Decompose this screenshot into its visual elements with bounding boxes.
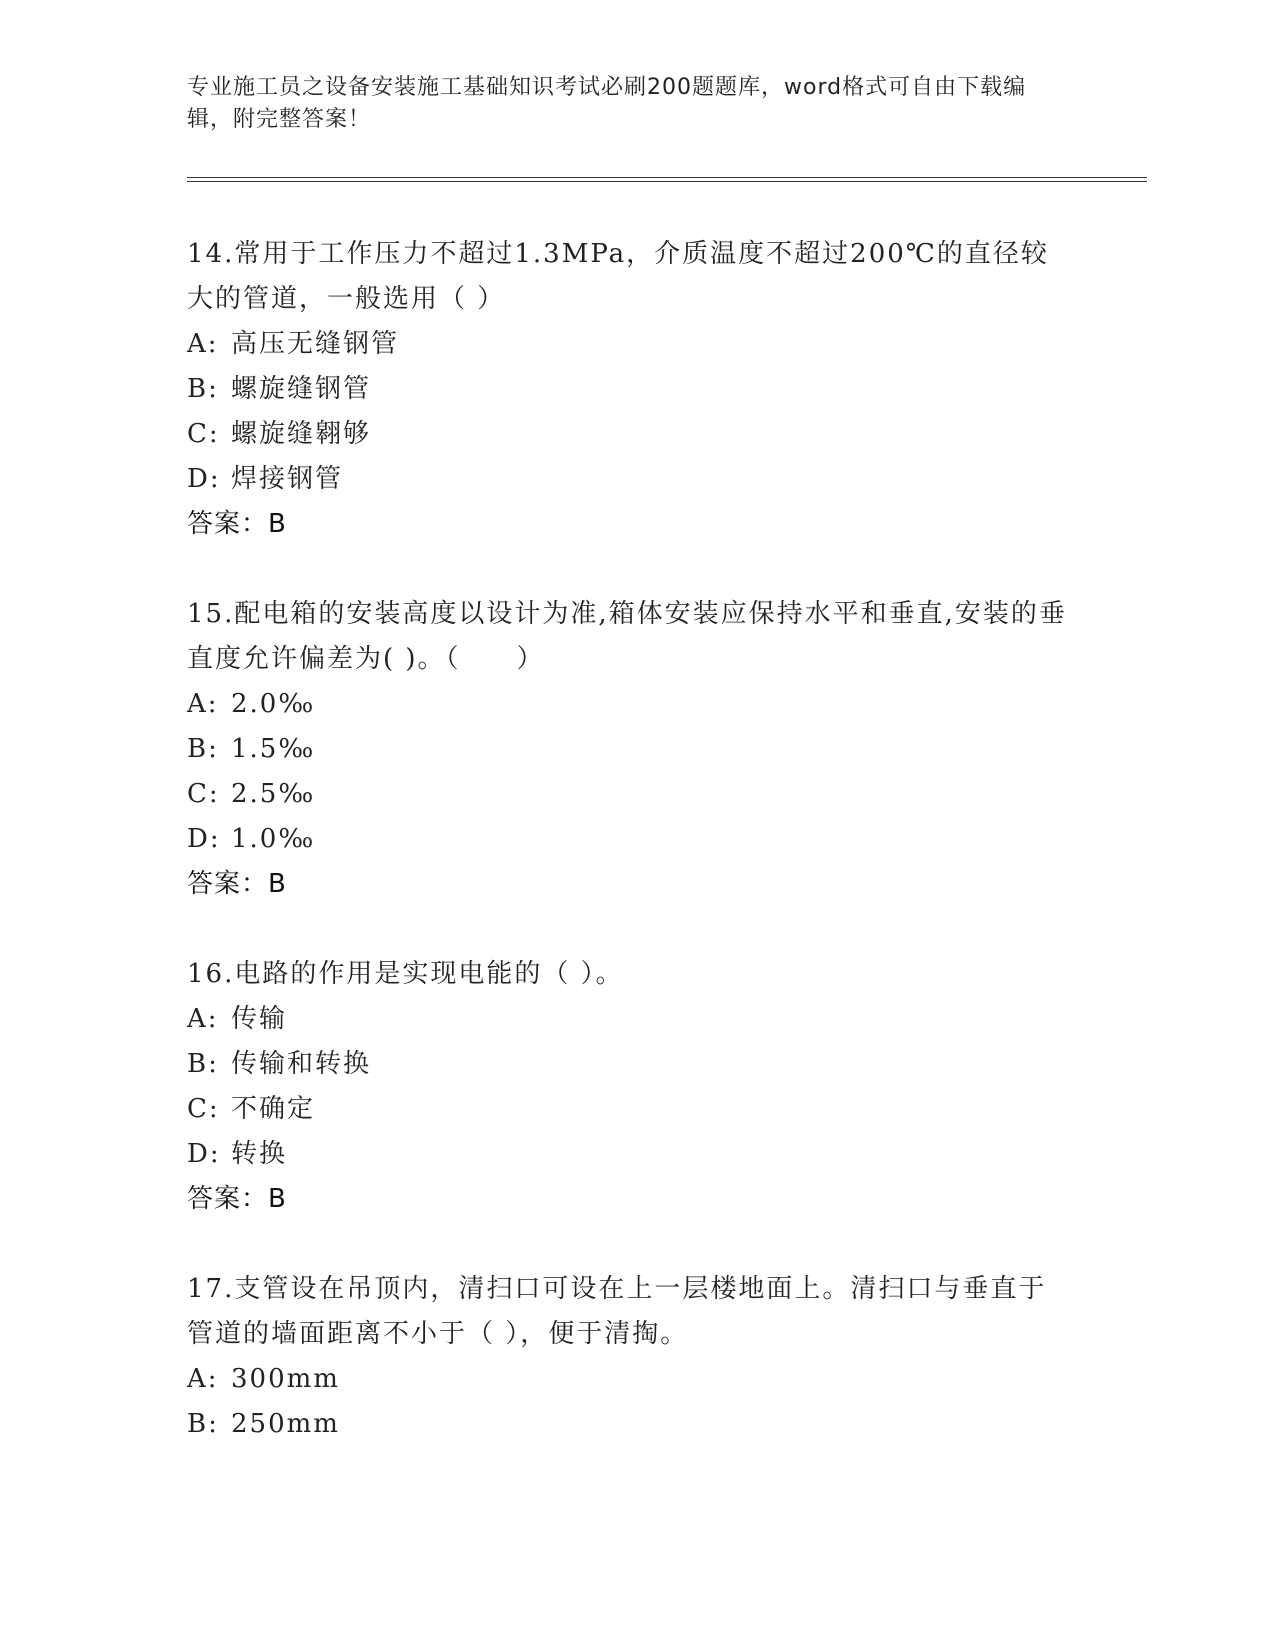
option-text: 1.0‰ <box>231 824 316 854</box>
question-option <box>187 817 1067 862</box>
question-option <box>187 322 1067 367</box>
question-answer: 答案：B <box>187 869 287 899</box>
question-option <box>187 1357 1067 1402</box>
question-list <box>187 232 1067 1492</box>
question-option <box>187 727 1067 772</box>
option-text: 不确定 <box>231 1094 316 1124</box>
header-double-rule <box>187 177 1147 182</box>
question-option <box>187 772 1067 817</box>
option-key: C: <box>187 1094 220 1124</box>
question-option <box>187 1402 1067 1447</box>
question-stem: 15.配电箱的安装高度以设计为准,箱体安装应保持水平和垂直,安装的垂直度允许偏差为( )。（ ） <box>187 599 1067 674</box>
question-answer: 答案：B <box>187 1184 287 1214</box>
question-block <box>187 952 1067 1222</box>
option-key: A: <box>187 689 219 719</box>
question-stem: 14.常用于工作压力不超过1.3MPa，介质温度不超过200℃的直径较大的管道，一般选用（ ） <box>187 239 1049 314</box>
option-text: 传输和转换 <box>231 1049 372 1079</box>
question-option <box>187 997 1067 1042</box>
option-key: A: <box>187 1004 219 1034</box>
question-option <box>187 1087 1067 1132</box>
option-key: D: <box>187 824 221 854</box>
option-text: 转换 <box>231 1139 288 1169</box>
option-text: 高压无缝钢管 <box>231 329 400 359</box>
option-text: 螺旋缝翱够 <box>231 419 372 449</box>
option-text: 250mm <box>231 1409 340 1439</box>
option-key: B: <box>187 1409 219 1439</box>
option-text: 300mm <box>231 1364 340 1394</box>
question-answer: 答案：B <box>187 509 287 539</box>
option-text: 2.5‰ <box>231 779 316 809</box>
option-key: B: <box>187 734 219 764</box>
question-option <box>187 1132 1067 1177</box>
option-key: A: <box>187 329 219 359</box>
option-key: D: <box>187 464 221 494</box>
document-header-title: 专业施工员之设备安装施工基础知识考试必刷200题题库，word格式可自由下载编辑，附完整答案！ <box>187 75 1027 132</box>
option-key: B: <box>187 1049 219 1079</box>
option-text: 2.0‰ <box>231 689 316 719</box>
option-text: 1.5‰ <box>231 734 316 764</box>
question-block <box>187 232 1067 547</box>
question-stem: 16.电路的作用是实现电能的（ ）。 <box>187 959 624 989</box>
option-text: 螺旋缝钢管 <box>231 374 372 404</box>
option-key: A: <box>187 1364 219 1394</box>
question-option <box>187 1042 1067 1087</box>
question-block <box>187 592 1067 907</box>
option-text: 焊接钢管 <box>231 464 344 494</box>
question-option <box>187 412 1067 457</box>
question-option <box>187 457 1067 502</box>
question-option <box>187 367 1067 412</box>
question-stem: 17.支管设在吊顶内，清扫口可设在上一层楼地面上。清扫口与垂直于管道的墙面距离不小于（ ），便于清掏。 <box>187 1274 1047 1349</box>
option-key: D: <box>187 1139 221 1169</box>
question-option <box>187 682 1067 727</box>
question-block <box>187 1267 1067 1447</box>
option-key: B: <box>187 374 219 404</box>
option-key: C: <box>187 419 220 449</box>
option-key: C: <box>187 779 220 809</box>
option-text: 传输 <box>231 1004 288 1034</box>
